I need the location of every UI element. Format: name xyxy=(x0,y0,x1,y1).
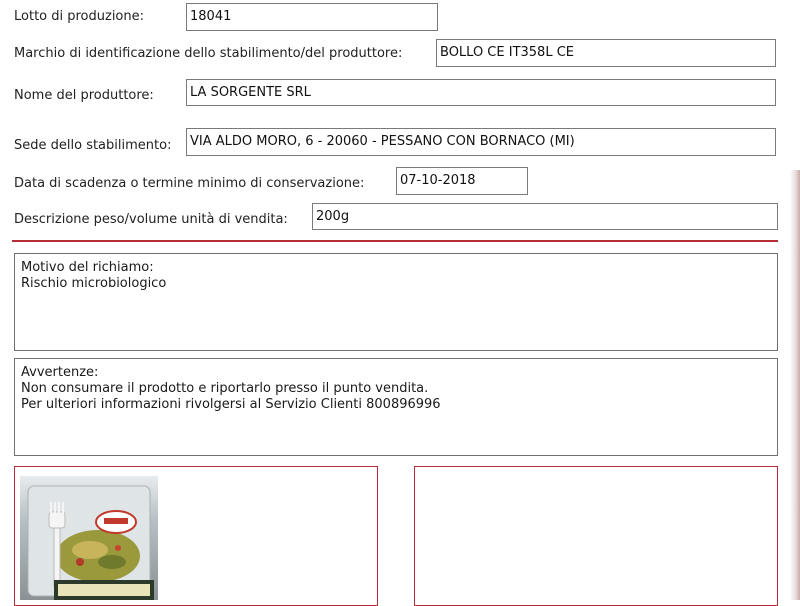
avvertenze-box xyxy=(14,358,778,456)
page-edge-shadow xyxy=(790,170,800,600)
marchio-field[interactable]: BOLLO CE IT358L CE xyxy=(436,39,776,67)
peso-label: Descrizione peso/volume unità di vendita: xyxy=(14,212,288,227)
avvertenze-line-1: Non consumare il prodotto e riportarlo presso il punto vendita. xyxy=(21,381,429,396)
lotto-label: Lotto di produzione: xyxy=(14,9,145,24)
motivo-text: Rischio microbiologico xyxy=(21,276,167,291)
motivo-title: Motivo del richiamo: xyxy=(21,260,154,275)
image-panel-right xyxy=(414,466,778,606)
nome-field[interactable]: LA SORGENTE SRL xyxy=(186,79,776,106)
lotto-field[interactable]: 18041 xyxy=(186,3,438,31)
section-divider xyxy=(12,240,778,242)
marchio-label: Marchio di identificazione dello stabilimento/del produttore: xyxy=(14,46,403,61)
sede-label: Sede dello stabilimento: xyxy=(14,138,172,153)
product-photo-icon xyxy=(20,476,158,600)
product-photo xyxy=(20,476,158,600)
peso-field[interactable]: 200g xyxy=(312,203,778,230)
avvertenze-title: Avvertenze: xyxy=(21,365,99,380)
avvertenze-line-2: Per ulteriori informazioni rivolgersi al Servizio Clienti 800896996 xyxy=(21,397,441,412)
scadenza-label: Data di scadenza o termine minimo di conservazione: xyxy=(14,176,365,191)
motivo-box xyxy=(14,253,778,351)
nome-label: Nome del produttore: xyxy=(14,88,154,103)
scadenza-field[interactable]: 07-10-2018 xyxy=(396,167,528,195)
sede-field[interactable]: VIA ALDO MORO, 6 - 20060 - PESSANO CON BORNACO (MI) xyxy=(186,128,776,156)
